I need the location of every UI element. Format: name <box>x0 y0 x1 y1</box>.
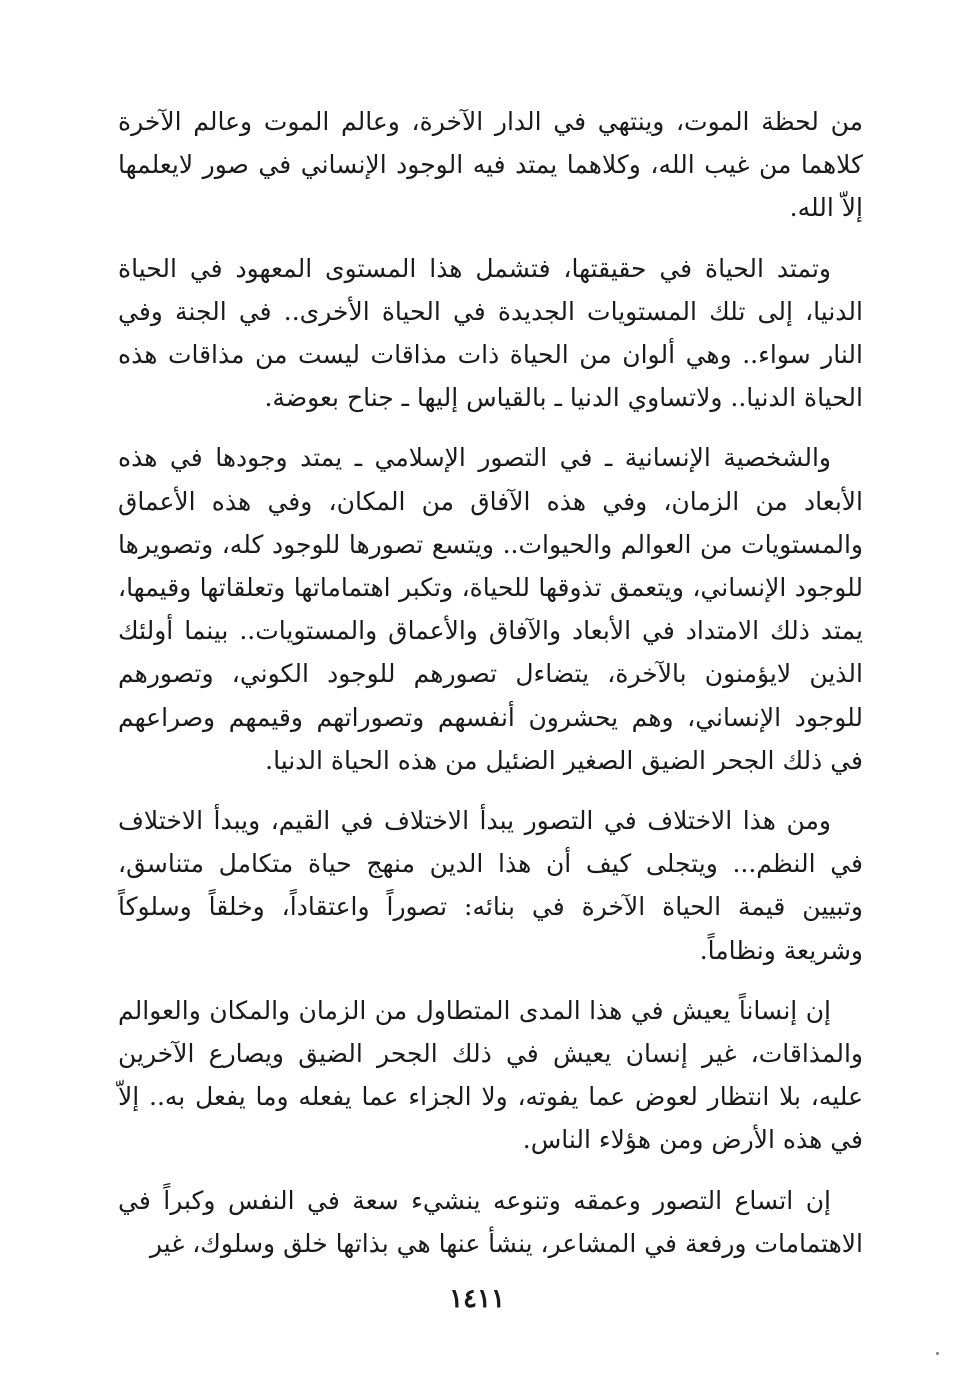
page-number: ١٤١١ <box>449 1284 505 1314</box>
paragraph-5: إن إنساناً يعيش في هذا المدى المتطاول من الزمان والمكان والعوالم والمذاقات، غير إنسان يعيش في ذلك الجحر الضيق ويصارع الآخرين عليه، بلا انتظار لعوض عما يفوته، ولا الجزاء عما يفعله وما يفعل به.. إلاّ في هذه الأرض ومن هؤلاء الناس. <box>118 995 863 1155</box>
paragraph-6: إن اتساع التصور وعمقه وتنوعه ينشيء سعة في النفس وكبراً في الاهتمامات ورفعة في المشاعر، ينشأ عنها هي بذاتها خلق وسلوك، غير <box>118 1185 863 1258</box>
paragraph-1: من لحظة الموت، وينتهي في الدار الآخرة، وعالم الموت وعالم الآخرة كلاهما من غيب الله، وكلاهما يمتد فيه الوجود الإنساني في صور لايعلمها إلاّ الله. <box>118 107 863 223</box>
scan-speck <box>936 1352 939 1355</box>
paragraph-2: وتمتد الحياة في حقيقتها، فتشمل هذا المستوى المعهود في الحياة الدنيا، إلى تلك المستويات الجديدة في الحياة الأخرى.. في الجنة وفي النار سواء.. وهي ألوان من الحياة ذات مذاقات ليست من مذاقات هذه الحياة الدنيا.. ولاتساوي الدنيا ـ بالقياس إليها ـ جناح بعوضة. <box>118 253 863 413</box>
body-text <box>118 100 863 1282</box>
paragraph-3: والشخصية الإنسانية ـ في التصور الإسلامي ـ يمتد وجودها في هذه الأبعاد من الزمان، وفي هذه الآفاق من المكان، وفي هذه الأعماق والمستويات من العوالم والحيوات.. ويتسع تصورها للوجود كله، وتصويرها للوجود الإنساني، ويتعمق تذوقها للحياة، وتكبر اهتماماتها وتعلقاتها وقيمها، يمتد ذلك الامتداد في الأبعاد والآفاق والأعماق والمستويات.. بينما أولئك الذين لايؤمنون بالآخرة، يتضاءل تصورهم للوجود الكوني، وتصورهم للوجود الإنساني، وهم يحشرون أنفسهم وتصوراتهم وقيمهم وصراعهم في ذلك الجحر الضيق الصغير الضئيل من هذه الحياة الدنيا. <box>118 443 863 775</box>
paragraph-4: ومن هذا الاختلاف في التصور يبدأ الاختلاف في القيم، ويبدأ الاختلاف في النظم... ويتجلى كيف أن هذا الدين منهج حياة متكامل متناسق، وتبيين قيمة الحياة الآخرة في بنائه: تصوراً واعتقاداً، وخلقاً وسلوكاً وشريعة ونظاماً. <box>118 806 863 965</box>
